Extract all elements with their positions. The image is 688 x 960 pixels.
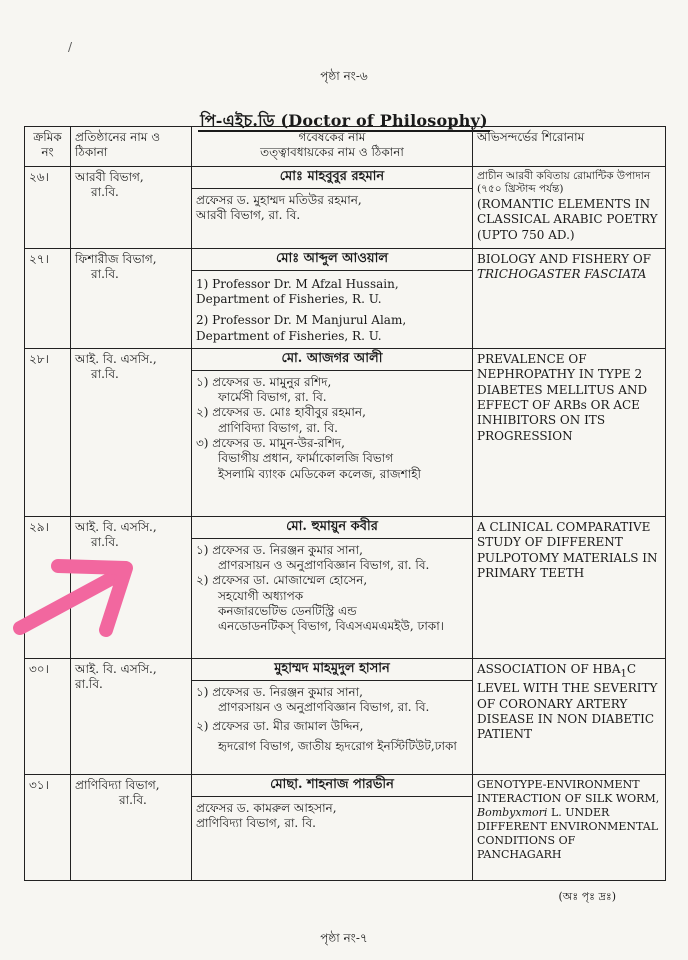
supervisor-2-dept: কনজারভেটিভ ডেনটিস্ট্রি এন্ড bbox=[218, 604, 357, 619]
thesis-title-text: BIOLOGY AND FISHERY OF bbox=[477, 252, 651, 266]
thesis-title-cell bbox=[473, 659, 666, 775]
supervisor-1-name: 1) Professor Dr. M Afzal Hussain, bbox=[196, 276, 399, 291]
institution-address: রা.বি. bbox=[119, 793, 147, 808]
supervisor-3-name: ৩) প্রফেসর ড. মামুন-উর-রশিদ, bbox=[196, 436, 345, 451]
serial-cell: ৩০। bbox=[25, 659, 71, 775]
supervisor-dept: আরবী বিভাগ, রা. বি. bbox=[196, 207, 301, 222]
thesis-title-part-a: GENOTYPE-ENVIRONMENT INTERACTION OF SILK WORM, bbox=[477, 778, 660, 806]
supervisor-2-institution: এনডোডনটিকস্ বিভাগ, বিএসএমএমইউ, ঢাকা। bbox=[218, 619, 444, 634]
institution-name: ফিশারীজ বিভাগ, bbox=[75, 252, 157, 266]
institution-name: আরবী বিভাগ, bbox=[75, 170, 144, 184]
title-english: (Doctor of Philosophy) bbox=[280, 111, 488, 130]
supervisor-2-position: সহযোগী অধ্যাপক bbox=[218, 588, 304, 603]
page-number-bottom: পৃষ্ঠা নং-৭ bbox=[320, 931, 368, 945]
serial-cell: ২৬। bbox=[25, 167, 71, 249]
institution-address: রা.বি. bbox=[91, 185, 119, 200]
institution-address: রা.বি. bbox=[91, 267, 119, 282]
supervisor-1-dept: প্রাণরসায়ন ও অনুপ্রাণবিজ্ঞান বিভাগ, রা. বি. bbox=[218, 557, 430, 572]
supervisor-2-name: ২) প্রফেসর ডা. মোজাম্মেল হোসেন, bbox=[196, 573, 368, 588]
institution-name: আই. বি. এসসি., bbox=[75, 352, 157, 366]
institution-cell bbox=[71, 775, 192, 881]
supervisor-2-name: 2) Professor Dr. M Manjurul Alam, bbox=[196, 313, 407, 328]
thesis-title-species: Bombyxmori bbox=[477, 806, 548, 820]
researcher-name: মো. আজগর আলী bbox=[192, 349, 472, 371]
phd-register-table bbox=[24, 126, 666, 881]
supervisor-1-dept: প্রাণরসায়ন ও অনুপ্রাণবিজ্ঞান বিভাগ, রা. বি. bbox=[218, 699, 430, 714]
supervisor-dept: প্রাণিবিদ্যা বিভাগ, রা. বি. bbox=[196, 815, 316, 830]
institution-cell bbox=[71, 659, 192, 775]
thesis-title-part-b: L. UNDER DIFFERENT ENVIRONMENTAL CONDITIONS OF PANCHAGARH bbox=[477, 806, 659, 862]
table-row bbox=[25, 349, 666, 517]
supervisor-name: প্রফেসর ড. কামরুল আহসান, bbox=[196, 800, 337, 815]
thesis-title-part-b: C LEVEL WITH THE SEVERITY OF CORONARY ARTERY DISEASE IN NON DIABETIC PATIENT bbox=[477, 662, 658, 742]
institution-address: রা.বি. bbox=[75, 677, 103, 692]
stray-mark: / bbox=[68, 40, 73, 54]
institution-cell bbox=[71, 517, 192, 659]
thesis-title-cell bbox=[473, 167, 666, 249]
researcher-supervisor-cell bbox=[192, 659, 473, 775]
thesis-title-cell: PREVALENCE OF NEPHROPATHY IN TYPE 2 DIABETES MELLITUS AND EFFECT OF ARBs OR ACE INHIBITORS ON ITS PROGRESSION bbox=[473, 349, 666, 517]
supervisor-2-name: ২) প্রফেসর ড. মোঃ হাবীবুর রহমান, bbox=[196, 405, 366, 420]
institution-name: আই. বি. এসসি., bbox=[75, 662, 157, 676]
continued-note: (অঃ পৃঃ দ্রঃ) bbox=[558, 890, 616, 903]
supervisor-1-name: ১) প্রফেসর ড. নিরঞ্জন কুমার সানা, bbox=[196, 684, 363, 699]
thesis-title-english: (ROMANTIC ELEMENTS IN CLASSICAL ARABIC POETRY (UPTO 750 AD.) bbox=[477, 196, 658, 242]
supervisor-name: প্রফেসর ড. মুহাম্মদ মতিউর রহমান, bbox=[196, 192, 362, 207]
researcher-supervisor-cell bbox=[192, 775, 473, 881]
supervisor-2-name: ২) প্রফেসর ডা. মীর জামাল উদ্দিন, bbox=[196, 719, 364, 734]
researcher-name: মুহাম্মদ মাহমুদুল হাসান bbox=[192, 659, 472, 681]
researcher-supervisor-cell bbox=[192, 517, 473, 659]
header-institution: প্রতিষ্ঠানের নাম ও ঠিকানা bbox=[71, 127, 192, 167]
institution-address: রা.বি. bbox=[91, 367, 119, 382]
thesis-title-cell bbox=[473, 775, 666, 881]
institution-name: আই. বি. এসসি., bbox=[75, 520, 157, 534]
serial-cell: ৩১। bbox=[25, 775, 71, 881]
header-researcher-supervisor bbox=[192, 127, 473, 167]
supervisor-3-position: বিভাগীয় প্রধান, ফার্মাকোলজি বিভাগ bbox=[218, 451, 394, 466]
supervisor-1-dept: ফার্মেসী বিভাগ, রা. বি. bbox=[218, 389, 327, 404]
supervisor-1-name: ১) প্রফেসর ড. মামুনুর রশিদ, bbox=[196, 374, 332, 389]
researcher-supervisor-cell bbox=[192, 167, 473, 249]
researcher-name: মো. হুমায়ুন কবীর bbox=[192, 517, 472, 539]
serial-cell: ২৮। bbox=[25, 349, 71, 517]
supervisor-1-dept: Department of Fisheries, R. U. bbox=[196, 291, 382, 306]
header-thesis: অভিসন্দর্ভের শিরোনাম bbox=[473, 127, 666, 167]
header-researcher: গবেষকের নাম bbox=[298, 130, 366, 144]
institution-cell bbox=[71, 349, 192, 517]
thesis-title-species: TRICHOGASTER FASCIATA bbox=[477, 267, 647, 282]
institution-cell bbox=[71, 167, 192, 249]
title-bengali: পি-এইচ.ডি bbox=[200, 111, 275, 130]
supervisor-2-dept: প্রাণিবিদ্যা বিভাগ, রা. বি. bbox=[218, 420, 338, 435]
table-row bbox=[25, 775, 666, 881]
researcher-name: মোঃ মাহবুবুর রহমান bbox=[192, 167, 472, 189]
institution-cell bbox=[71, 249, 192, 349]
researcher-supervisor-cell bbox=[192, 349, 473, 517]
table-row bbox=[25, 167, 666, 249]
supervisor-3-institution: ইসলামি ব্যাংক মেডিকেল কলেজ, রাজশাহী bbox=[218, 466, 421, 481]
serial-cell: ২৯। bbox=[25, 517, 71, 659]
researcher-name: মোঃ আব্দুল আওয়াল bbox=[192, 249, 472, 271]
supervisor-1-name: ১) প্রফেসর ড. নিরঞ্জন কুমার সানা, bbox=[196, 542, 363, 557]
header-supervisor: তত্ত্বাবধায়কের নাম ও ঠিকানা bbox=[260, 145, 404, 160]
table-row bbox=[25, 659, 666, 775]
thesis-title-subscript: 1 bbox=[620, 668, 627, 680]
table-header-row bbox=[25, 127, 666, 167]
supervisor-2-dept: হৃদরোগ বিভাগ, জাতীয় হৃদরোগ ইনস্টিটিউট,ঢাকা bbox=[218, 738, 457, 753]
table-row bbox=[25, 249, 666, 349]
header-serial: ক্রমিক নং bbox=[25, 127, 71, 167]
researcher-name: মোছা. শাহনাজ পারভীন bbox=[192, 775, 472, 797]
thesis-title-part-a: ASSOCIATION OF HBA bbox=[477, 662, 621, 676]
page-number-top: পৃষ্ঠা নং-৬ bbox=[320, 69, 368, 83]
thesis-title-cell bbox=[473, 249, 666, 349]
institution-name: প্রাণিবিদ্যা বিভাগ, bbox=[75, 778, 160, 792]
supervisor-2-dept: Department of Fisheries, R. U. bbox=[196, 328, 382, 343]
researcher-supervisor-cell bbox=[192, 249, 473, 349]
institution-address: রা.বি. bbox=[91, 535, 119, 550]
thesis-title-bengali: প্রাচীন আরবী কবিতায় রোমান্টিক উপাদান (৭৫০ খ্রিস্টাব্দ পর্যন্ত) bbox=[477, 170, 651, 196]
serial-cell: ২৭। bbox=[25, 249, 71, 349]
thesis-title-cell: A CLINICAL COMPARATIVE STUDY OF DIFFERENT PULPOTOMY MATERIALS IN PRIMARY TEETH bbox=[473, 517, 666, 659]
table-row bbox=[25, 517, 666, 659]
